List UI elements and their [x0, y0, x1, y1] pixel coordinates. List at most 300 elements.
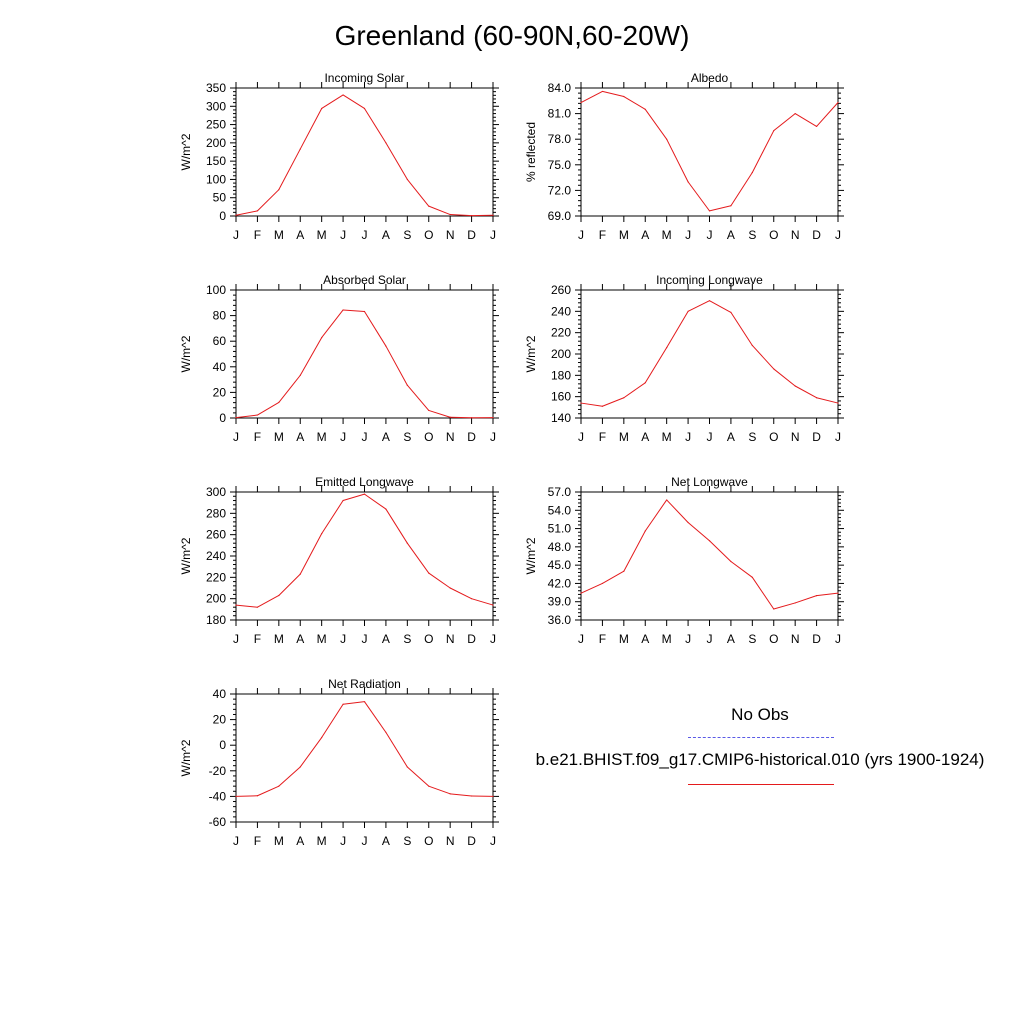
x-tick-label: A: [381, 834, 390, 848]
data-point: [235, 604, 236, 605]
series-segment-model: [322, 704, 343, 737]
x-tick-label: J: [578, 430, 584, 444]
x-tick-label: A: [641, 228, 650, 242]
x-tick-label: J: [490, 632, 496, 646]
series-segment-model: [257, 190, 278, 211]
y-tick-label: 0: [219, 411, 226, 425]
y-axis-label: % reflected: [524, 121, 538, 183]
series-segment-model: [429, 206, 450, 214]
x-tick-label: J: [340, 228, 347, 242]
x-tick-label: M: [273, 834, 284, 848]
y-tick-label: 20: [212, 385, 226, 400]
x-tick-label: J: [685, 632, 692, 646]
series-segment-model: [386, 143, 407, 180]
data-point: [471, 215, 472, 216]
x-tick-label: F: [253, 834, 262, 848]
data-point: [602, 91, 603, 92]
plot-frame: [236, 694, 493, 822]
series-segment-model: [365, 702, 386, 733]
y-tick-label: 48.0: [547, 539, 571, 554]
plot-frame: [581, 492, 838, 620]
x-tick-label: J: [490, 834, 496, 848]
series-segment-model: [365, 108, 386, 142]
y-tick-label: 0: [219, 209, 226, 223]
data-point: [837, 102, 838, 103]
x-tick-label: M: [273, 430, 284, 444]
x-tick-label: J: [706, 632, 713, 646]
x-tick-label: J: [340, 430, 347, 444]
y-tick-label: 72.0: [547, 183, 571, 198]
data-point: [321, 337, 322, 338]
y-tick-label: 260: [550, 283, 571, 297]
y-tick-label: 250: [205, 117, 226, 132]
x-tick-label: J: [835, 632, 841, 646]
y-tick-label: 300: [205, 99, 226, 114]
x-tick-label: M: [273, 228, 284, 242]
y-axis-label: W/m^2: [179, 537, 193, 575]
data-point: [709, 540, 710, 541]
data-point: [300, 375, 301, 376]
x-tick-label: A: [726, 430, 735, 444]
chart-panel-4: [179, 475, 499, 646]
y-tick-label: -40: [208, 789, 226, 804]
data-point: [602, 406, 603, 407]
data-point: [773, 130, 774, 131]
x-tick-label: J: [490, 228, 496, 242]
x-tick-label: J: [233, 228, 239, 242]
x-tick-label: D: [812, 430, 821, 444]
data-point: [450, 587, 451, 588]
y-tick-label: 60: [212, 334, 226, 349]
y-tick-label: 57.0: [547, 485, 571, 499]
x-tick-label: J: [835, 228, 841, 242]
x-tick-label: J: [685, 228, 692, 242]
series-segment-model: [279, 375, 300, 402]
chart-panel-3: [524, 273, 844, 444]
chart-panel-6: [179, 677, 499, 848]
x-tick-label: D: [812, 228, 821, 242]
x-tick-label: O: [769, 228, 779, 242]
x-tick-label: M: [661, 430, 672, 444]
chart-title: Net Longwave: [671, 475, 748, 489]
y-tick-label: 0: [219, 738, 226, 753]
y-axis-label: W/m^2: [524, 335, 538, 373]
x-tick-label: A: [381, 228, 390, 242]
series-segment-model: [300, 338, 321, 376]
series-segment-model: [386, 346, 407, 385]
x-tick-label: S: [748, 430, 757, 444]
y-tick-label: 80: [212, 308, 226, 323]
data-point: [428, 786, 429, 787]
y-tick-label: 50: [212, 190, 226, 205]
data-point: [471, 795, 472, 796]
x-tick-label: F: [598, 632, 607, 646]
series-segment-model: [602, 571, 623, 583]
series-segment-model: [581, 403, 602, 406]
data-point: [278, 595, 279, 596]
x-tick-label: A: [296, 430, 305, 444]
legend-obs-line: [688, 737, 834, 738]
data-point: [407, 543, 408, 544]
series-segment-model: [602, 91, 623, 96]
plot-frame: [581, 88, 838, 216]
data-point: [837, 593, 838, 594]
series-segment-model: [365, 494, 386, 509]
x-tick-label: J: [706, 430, 713, 444]
x-tick-label: O: [424, 632, 434, 646]
x-tick-label: D: [467, 834, 476, 848]
x-tick-label: N: [790, 430, 800, 444]
series-segment-model: [343, 310, 364, 312]
data-point: [580, 102, 581, 103]
series-segment-model: [365, 312, 386, 347]
data-point: [752, 172, 753, 173]
x-tick-label: A: [381, 632, 390, 646]
x-tick-label: M: [273, 632, 284, 646]
x-tick-label: J: [361, 228, 368, 242]
y-tick-label: 36.0: [547, 613, 571, 627]
data-point: [364, 494, 365, 495]
x-tick-label: D: [812, 632, 821, 646]
y-tick-label: 180: [205, 613, 226, 627]
series-segment-model: [343, 494, 364, 500]
x-tick-label: O: [769, 632, 779, 646]
x-tick-label: J: [835, 430, 841, 444]
y-tick-label: 69.0: [547, 209, 571, 223]
series-segment-model: [300, 108, 321, 149]
data-point: [687, 181, 688, 182]
series-segment-model: [407, 179, 428, 206]
series-segment-model: [279, 574, 300, 595]
y-tick-label: 100: [205, 283, 226, 297]
series-segment-model: [688, 522, 709, 540]
x-tick-label: M: [661, 228, 672, 242]
data-point: [300, 148, 301, 149]
data-point: [795, 602, 796, 603]
data-point: [730, 205, 731, 206]
data-point: [385, 142, 386, 143]
data-point: [342, 704, 343, 705]
y-tick-label: 42.0: [547, 576, 571, 591]
x-tick-label: N: [445, 834, 455, 848]
y-tick-label: 300: [205, 485, 226, 499]
series-segment-model: [581, 91, 602, 102]
series-segment-model: [236, 415, 257, 418]
x-tick-label: J: [578, 632, 584, 646]
series-segment-model: [322, 310, 343, 338]
data-point: [235, 796, 236, 797]
x-tick-label: J: [233, 834, 239, 848]
x-tick-label: D: [467, 632, 476, 646]
data-point: [645, 530, 646, 531]
data-point: [385, 732, 386, 733]
series-segment-model: [688, 301, 709, 312]
data-point: [471, 417, 472, 418]
data-point: [450, 417, 451, 418]
y-tick-label: 54.0: [547, 503, 571, 518]
y-tick-label: 220: [550, 325, 571, 340]
series-segment-model: [236, 605, 257, 607]
y-tick-label: 200: [550, 347, 571, 361]
x-tick-label: F: [598, 430, 607, 444]
plot-frame: [236, 88, 493, 216]
data-point: [385, 345, 386, 346]
x-tick-label: J: [233, 430, 239, 444]
data-point: [278, 189, 279, 190]
y-tick-label: 51.0: [547, 521, 571, 536]
data-point: [450, 214, 451, 215]
data-point: [752, 345, 753, 346]
x-tick-label: M: [661, 632, 672, 646]
y-tick-label: -20: [208, 763, 226, 778]
series-segment-model: [624, 531, 645, 571]
series-segment-model: [407, 767, 428, 786]
y-axis-label: W/m^2: [179, 335, 193, 373]
series-segment-model: [710, 541, 731, 562]
y-tick-label: 20: [212, 712, 226, 727]
x-tick-label: A: [641, 632, 650, 646]
x-tick-label: M: [316, 834, 327, 848]
series-segment-model: [817, 398, 838, 403]
x-tick-label: O: [424, 430, 434, 444]
series-segment-model: [667, 139, 688, 182]
data-point: [580, 593, 581, 594]
data-point: [321, 737, 322, 738]
series-segment-model: [731, 312, 752, 345]
x-tick-label: J: [340, 834, 347, 848]
data-point: [235, 215, 236, 216]
x-tick-label: F: [598, 228, 607, 242]
series-segment-model: [472, 599, 493, 605]
series-segment-model: [257, 786, 278, 796]
x-tick-label: A: [381, 430, 390, 444]
x-tick-label: J: [490, 430, 496, 444]
data-point: [257, 607, 258, 608]
x-tick-label: N: [445, 430, 455, 444]
y-tick-label: 140: [550, 411, 571, 425]
x-tick-label: J: [361, 430, 368, 444]
data-point: [492, 417, 493, 418]
series-segment-model: [257, 402, 278, 415]
plot-frame: [236, 492, 493, 620]
series-segment-model: [322, 95, 343, 109]
chart-title: Albedo: [690, 71, 729, 85]
data-point: [666, 347, 667, 348]
x-tick-label: D: [467, 430, 476, 444]
x-tick-label: J: [361, 834, 368, 848]
series-segment-model: [236, 796, 257, 797]
x-tick-label: J: [706, 228, 713, 242]
page-title: Greenland (60-90N,60-20W): [334, 20, 690, 51]
data-point: [450, 793, 451, 794]
data-point: [773, 608, 774, 609]
y-tick-label: 160: [550, 389, 571, 404]
x-tick-label: O: [424, 228, 434, 242]
data-point: [752, 577, 753, 578]
series-segment-model: [731, 561, 752, 577]
series-segment-model: [774, 369, 795, 386]
y-tick-label: 40: [212, 687, 226, 701]
y-tick-label: 240: [550, 304, 571, 319]
legend-model-line: [688, 784, 834, 785]
data-point: [580, 402, 581, 403]
series-segment-model: [386, 732, 407, 767]
data-point: [257, 795, 258, 796]
data-point: [687, 311, 688, 312]
data-point: [492, 796, 493, 797]
series-segment-model: [624, 97, 645, 110]
data-point: [321, 108, 322, 109]
chart-title: Incoming Solar: [324, 71, 405, 85]
x-tick-label: A: [296, 228, 305, 242]
series-segment-model: [429, 410, 450, 417]
data-point: [428, 410, 429, 411]
data-point: [492, 215, 493, 216]
series-segment-model: [645, 500, 666, 531]
x-tick-label: O: [424, 834, 434, 848]
series-segment-model: [710, 206, 731, 211]
plot-frame: [236, 290, 493, 418]
series-segment-model: [645, 109, 666, 139]
plot-frame: [581, 290, 838, 418]
x-tick-label: A: [641, 430, 650, 444]
series-segment-model: [450, 215, 471, 216]
data-point: [816, 126, 817, 127]
x-tick-label: M: [316, 430, 327, 444]
y-tick-label: 39.0: [547, 594, 571, 609]
y-tick-label: 240: [205, 549, 226, 563]
x-tick-label: N: [790, 632, 800, 646]
data-point: [364, 701, 365, 702]
y-tick-label: 180: [550, 368, 571, 383]
x-tick-label: A: [296, 632, 305, 646]
y-tick-label: 40: [212, 359, 226, 374]
data-point: [407, 385, 408, 386]
chart-panel-5: [524, 475, 844, 646]
x-tick-label: M: [618, 632, 629, 646]
data-point: [257, 210, 258, 211]
x-tick-label: N: [445, 228, 455, 242]
chart-title: Emitted Longwave: [315, 475, 414, 489]
series-segment-model: [236, 211, 257, 215]
x-tick-label: N: [790, 228, 800, 242]
data-point: [837, 402, 838, 403]
series-segment-model: [667, 311, 688, 347]
data-point: [342, 500, 343, 501]
x-tick-label: F: [253, 228, 262, 242]
x-tick-label: S: [403, 228, 412, 242]
x-tick-label: A: [296, 834, 305, 848]
data-point: [623, 571, 624, 572]
series-segment-model: [624, 383, 645, 398]
x-tick-label: J: [578, 228, 584, 242]
data-point: [730, 561, 731, 562]
data-point: [300, 766, 301, 767]
data-point: [428, 572, 429, 573]
y-tick-label: 100: [205, 172, 226, 187]
data-point: [257, 414, 258, 415]
data-point: [645, 109, 646, 110]
x-tick-label: J: [233, 632, 239, 646]
series-segment-model: [343, 702, 364, 705]
series-segment-model: [257, 595, 278, 607]
x-tick-label: A: [726, 632, 735, 646]
series-segment-model: [688, 182, 709, 211]
series-segment-model: [817, 593, 838, 595]
y-tick-label: 75.0: [547, 157, 571, 172]
y-axis-label: W/m^2: [524, 537, 538, 575]
data-point: [278, 402, 279, 403]
x-tick-label: J: [361, 632, 368, 646]
chart-panel-0: [179, 71, 499, 242]
series-segment-model: [795, 596, 816, 603]
series-segment-model: [645, 348, 666, 383]
y-tick-label: 350: [205, 81, 226, 95]
series-segment-model: [774, 603, 795, 609]
data-point: [645, 382, 646, 383]
data-point: [687, 522, 688, 523]
data-point: [730, 312, 731, 313]
data-point: [602, 583, 603, 584]
data-point: [816, 397, 817, 398]
x-tick-label: F: [253, 632, 262, 646]
data-point: [407, 766, 408, 767]
data-point: [385, 508, 386, 509]
series-segment-model: [581, 583, 602, 593]
data-point: [235, 417, 236, 418]
x-tick-label: N: [445, 632, 455, 646]
x-tick-label: D: [467, 228, 476, 242]
series-segment-model: [429, 786, 450, 794]
series-segment-model: [279, 767, 300, 786]
y-tick-label: 45.0: [547, 558, 571, 573]
x-tick-label: M: [618, 228, 629, 242]
data-point: [795, 113, 796, 114]
series-segment-model: [752, 345, 773, 368]
data-point: [709, 210, 710, 211]
y-tick-label: 81.0: [547, 106, 571, 121]
series-segment-model: [752, 131, 773, 173]
data-point: [471, 598, 472, 599]
series-segment-model: [300, 738, 321, 767]
series-segment-model: [710, 301, 731, 313]
data-point: [407, 179, 408, 180]
data-point: [364, 311, 365, 312]
data-point: [623, 397, 624, 398]
series-segment-model: [795, 114, 816, 127]
series-segment-model: [450, 588, 471, 599]
data-point: [342, 309, 343, 310]
series-segment-model: [279, 149, 300, 190]
chart-panel-2: [179, 273, 499, 444]
data-point: [364, 108, 365, 109]
y-tick-label: 260: [205, 527, 226, 542]
x-tick-label: M: [316, 632, 327, 646]
y-tick-label: 78.0: [547, 132, 571, 147]
legend-obs-label: No Obs: [731, 705, 789, 724]
x-tick-label: S: [403, 834, 412, 848]
y-axis-label: W/m^2: [179, 739, 193, 777]
data-point: [816, 595, 817, 596]
y-tick-label: 200: [205, 135, 226, 150]
series-segment-model: [602, 398, 623, 407]
data-point: [773, 368, 774, 369]
y-tick-label: 220: [205, 570, 226, 585]
x-tick-label: S: [748, 632, 757, 646]
data-point: [321, 533, 322, 534]
series-segment-model: [731, 172, 752, 205]
y-tick-label: 280: [205, 506, 226, 521]
